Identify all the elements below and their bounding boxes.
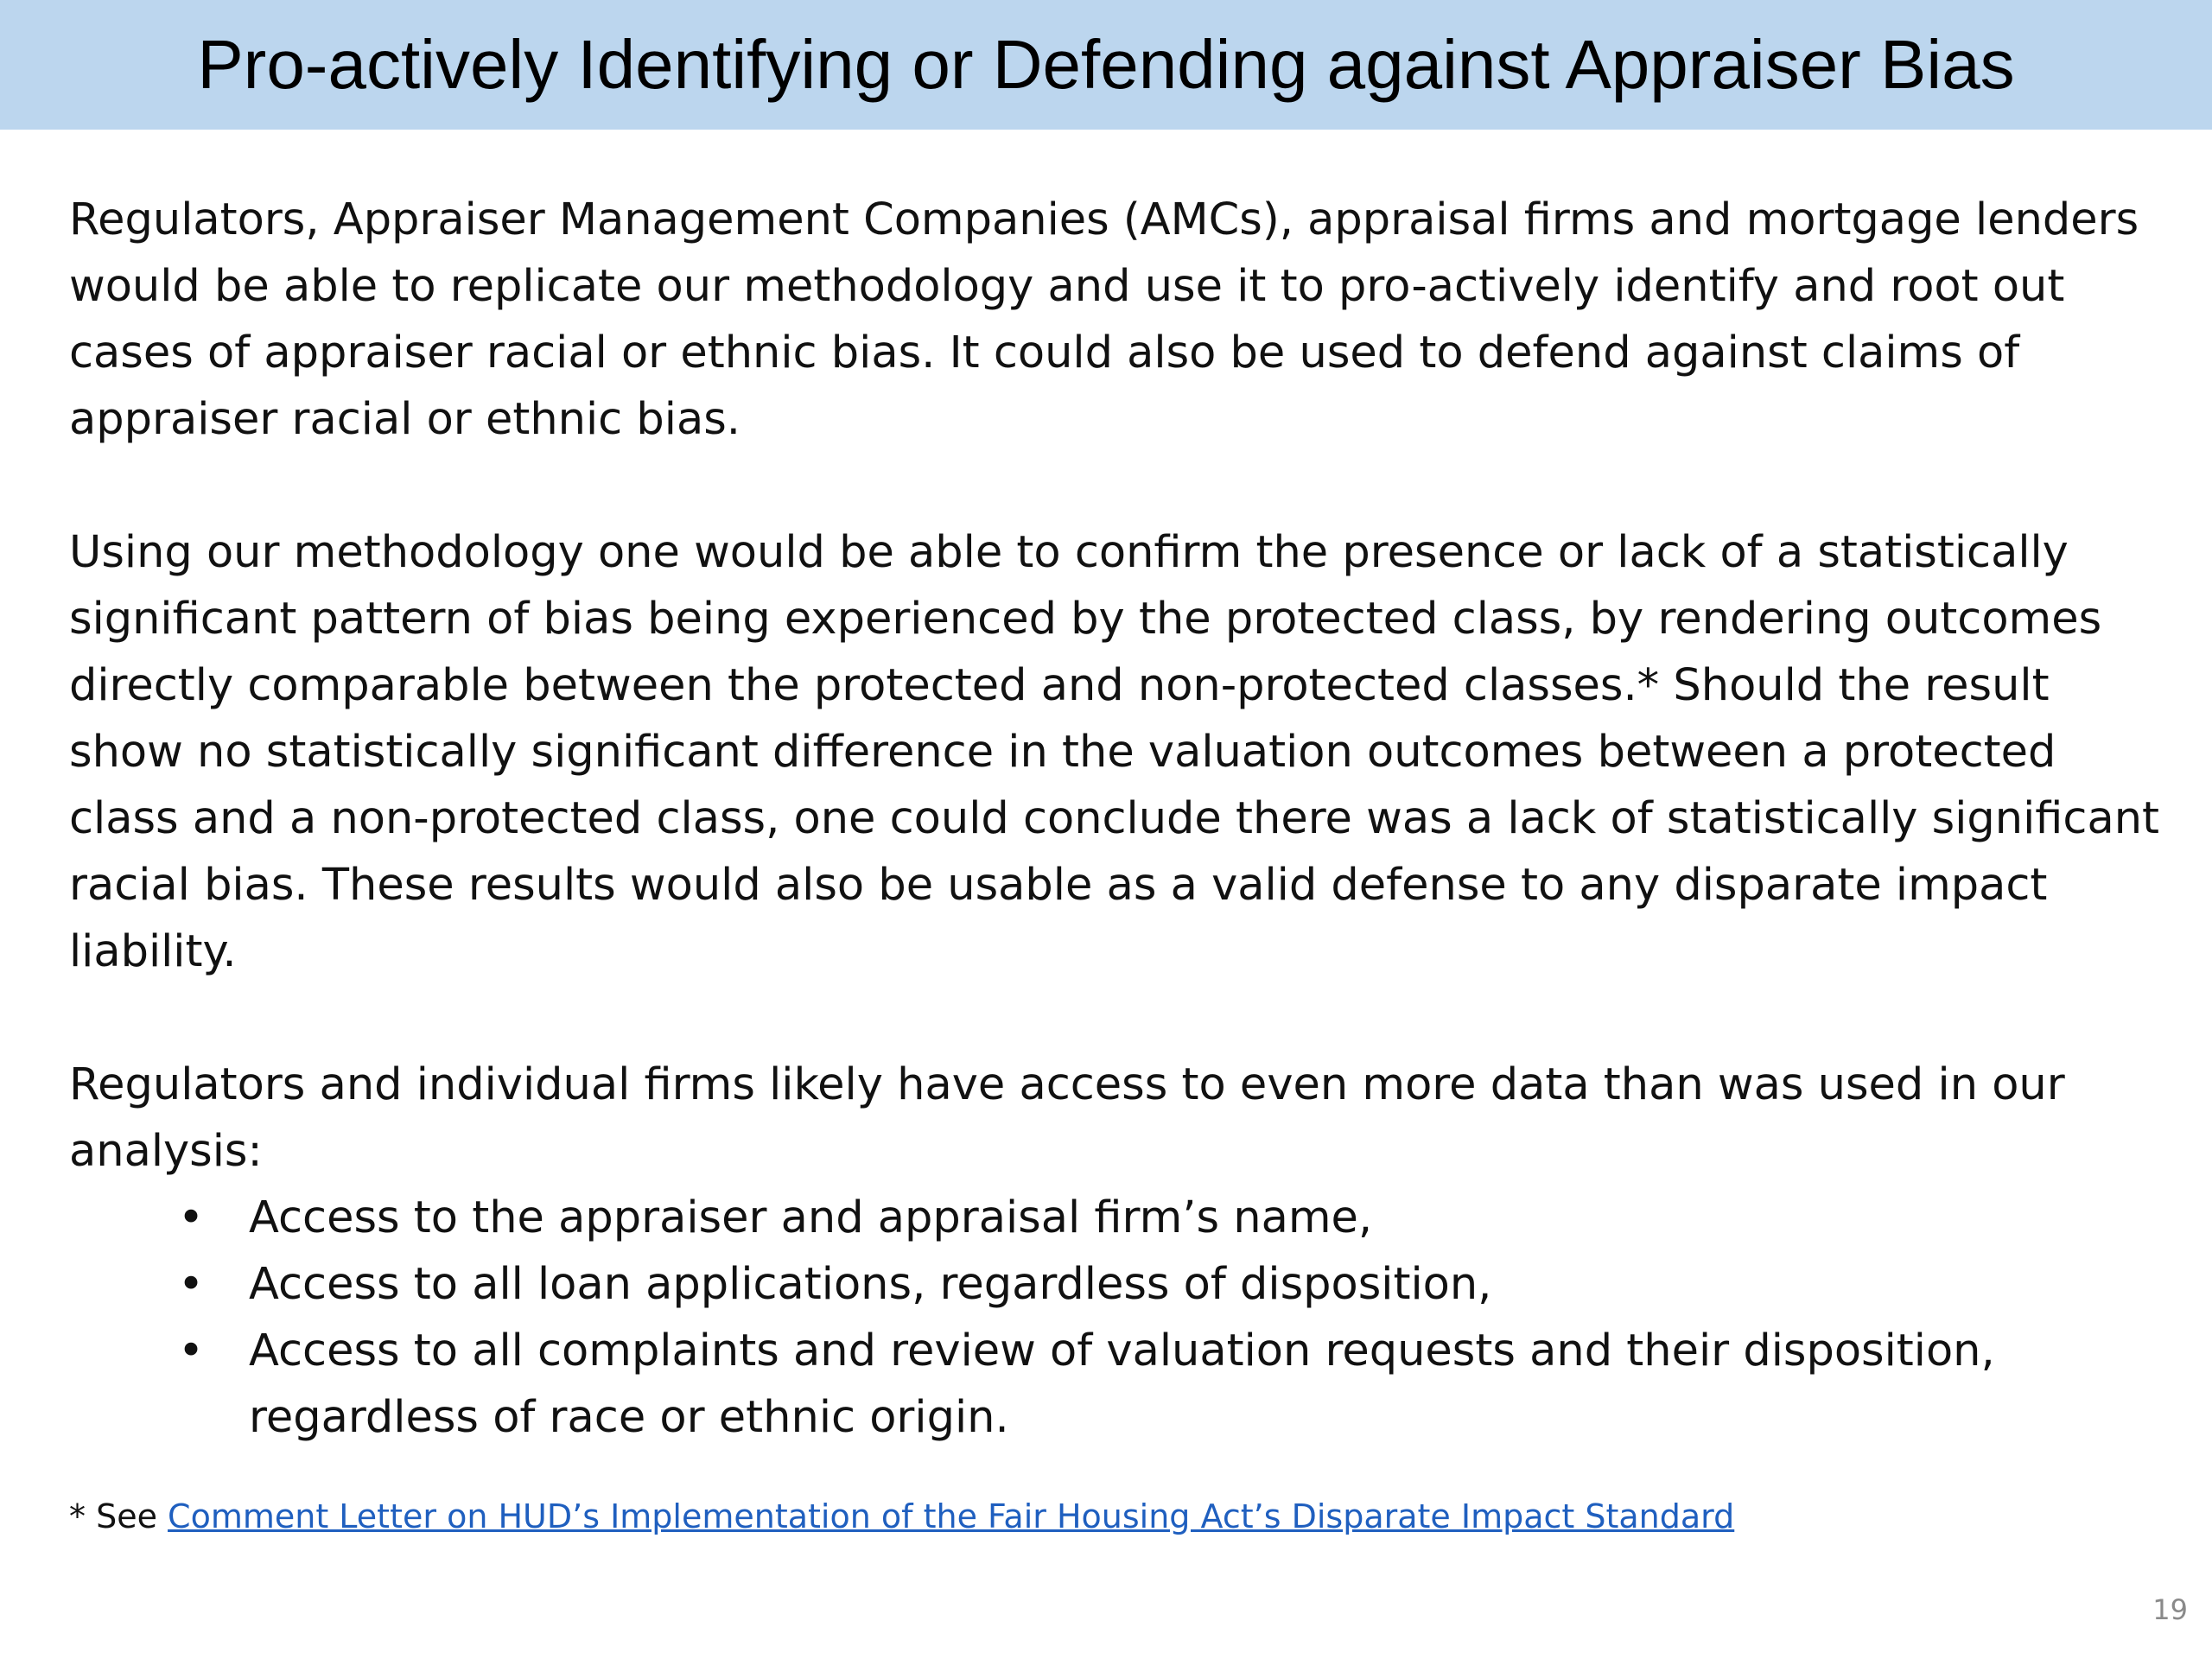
footnote-prefix: * See	[69, 1497, 168, 1535]
bullet-text: Access to all complaints and review of valuation requests and their disposition, regardless of race or ethnic origin.	[249, 1325, 1995, 1443]
paragraph-data-access: Regulators and individual firms likely have access to even more data than was used in our analysis:	[69, 1059, 2065, 1177]
footnote-link[interactable]: Comment Letter on HUD’s Implementation of the Fair Housing Act’s Disparate Impact Standard	[168, 1497, 1735, 1535]
page-number: 19	[2152, 1593, 2188, 1626]
bullet-text: Access to the appraiser and appraisal firm’s name,	[249, 1192, 1373, 1243]
footnote	[69, 1491, 1734, 1542]
bullet-item	[178, 1318, 2169, 1451]
bullet-item	[178, 1185, 2169, 1251]
slide-title: Pro-actively Identifying or Defending against Appraiser Bias	[197, 26, 2015, 103]
bullet-list	[69, 1185, 2169, 1451]
paragraph-use-cases: Regulators, Appraiser Management Companies (AMCs), appraisal firms and mortgage lenders would be able to replicate our methodology and use it to pro-actively identify and root out cases of appraiser racial or ethnic bias. It could also be used to defend against claims of appraiser racial or ethnic bias.	[69, 194, 2139, 445]
bullet-marker: •	[178, 1192, 205, 1243]
bullet-item	[178, 1251, 2169, 1318]
slide-body	[69, 187, 2169, 1451]
bullet-marker: •	[178, 1325, 205, 1376]
bullet-marker: •	[178, 1259, 205, 1310]
bullet-text: Access to all loan applications, regardless of disposition,	[249, 1259, 1492, 1310]
paragraph-methodology: Using our methodology one would be able to confirm the presence or lack of a statistically significant pattern of bias being experienced by the protected class, by rendering outcomes directly comparable between the protected and non-protected classes.* Should the result show no statistically significant difference in the valuation outcomes between a protected class and a non-protected class, one could conclude there was a lack of statistically significant racial bias. These results would also be usable as a valid defense to any disparate impact liability.	[69, 527, 2160, 977]
